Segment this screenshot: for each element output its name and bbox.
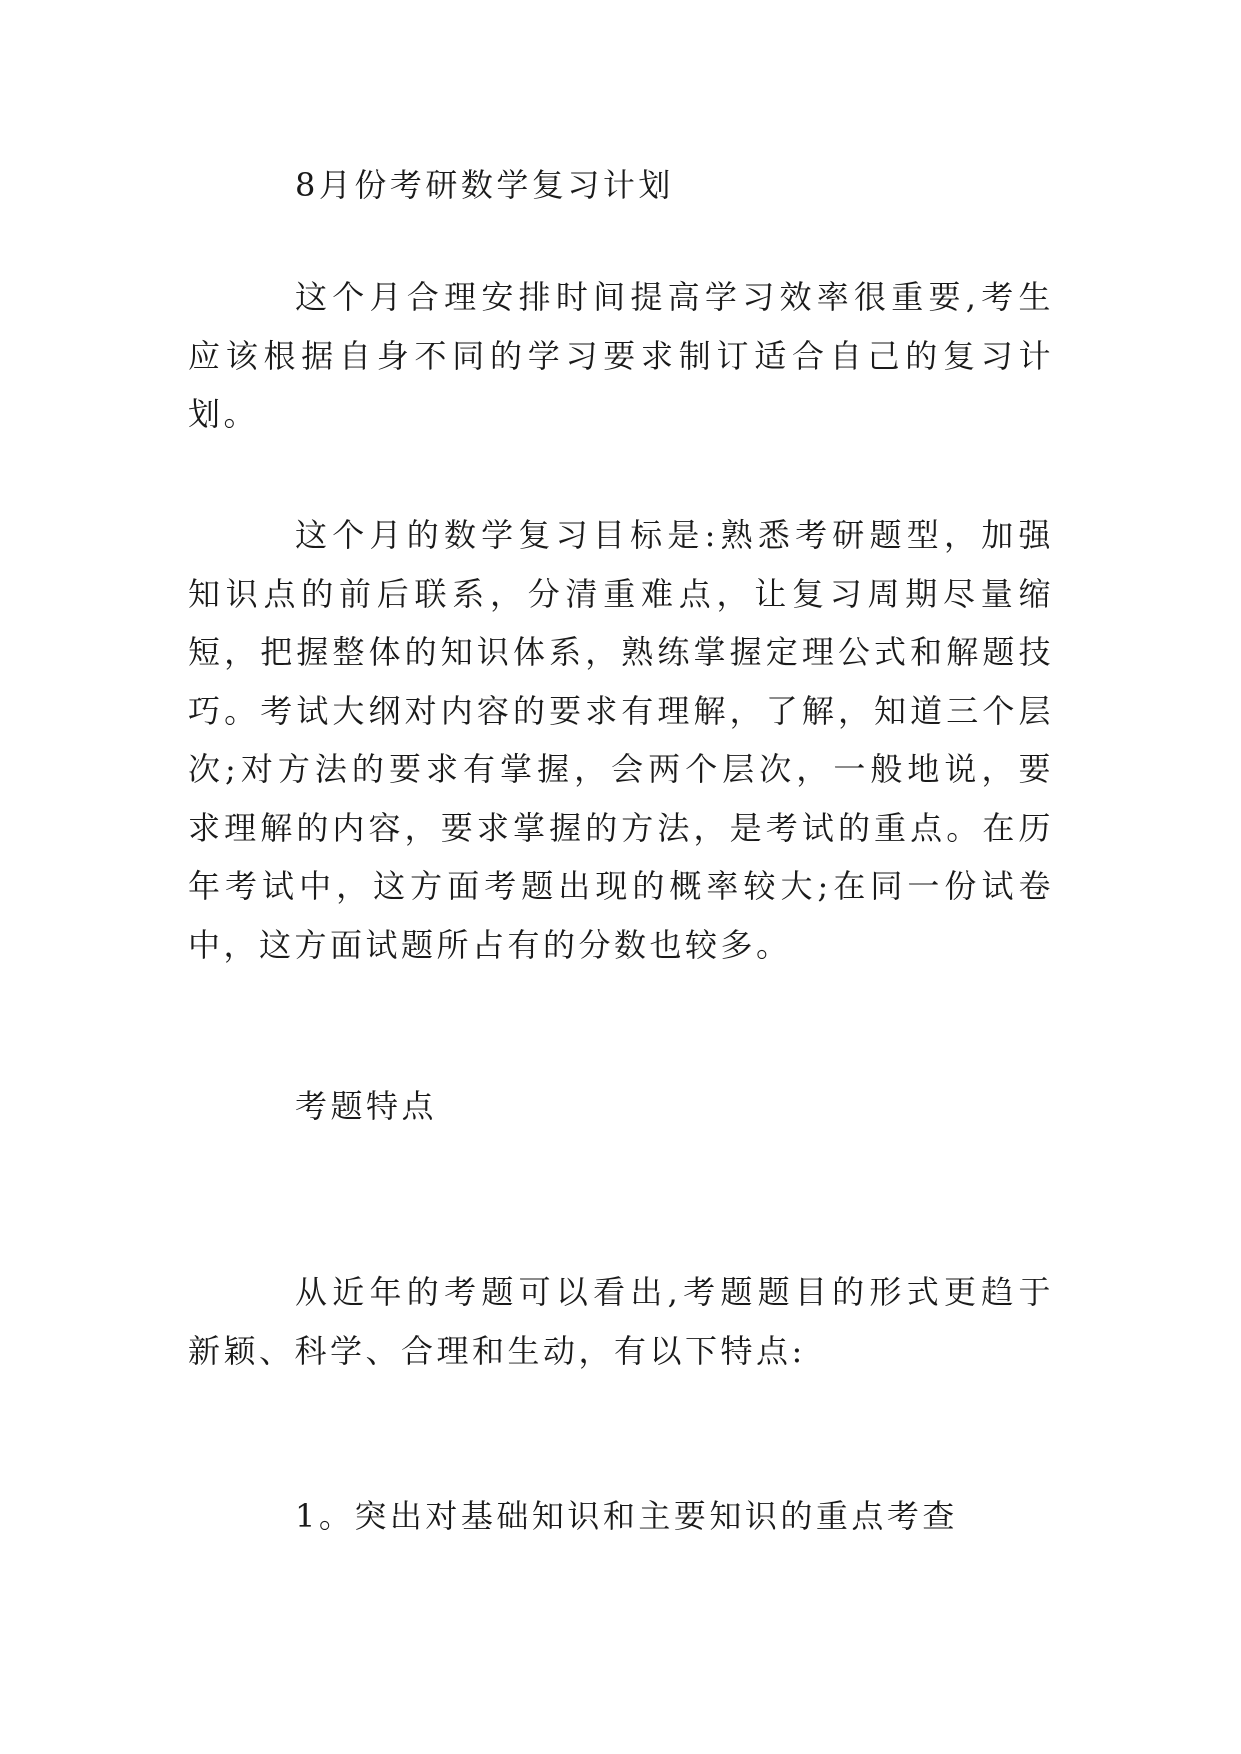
list-item: 1。突出对基础知识和主要知识的重点考查: [295, 1497, 958, 1535]
document-title: 8月份考研数学复习计划: [295, 166, 674, 204]
section-heading: 考题特点: [295, 1087, 438, 1125]
features-paragraph: 从近年的考题可以看出,考题题目的形式更趋于新颖、科学、合理和生动，有以下特点:: [188, 1273, 1054, 1370]
intro-paragraph: 这个月合理安排时间提高学习效率很重要,考生应该根据自身不同的学习要求制订适合自己的复习计划。: [188, 278, 1054, 433]
goal-paragraph: 这个月的数学复习目标是:熟悉考研题型，加强知识点的前后联系，分清重难点，让复习周期尽量缩短，把握整体的知识体系，熟练掌握定理公式和解题技巧。考试大纲对内容的要求有理解，了解，知道三个层次;对方法的要求有掌握，会两个层次，一般地说，要求理解的内容，要求掌握的方法，是考试的重点。在历年考试中，这方面考题出现的概率较大;在同一份试卷中，这方面试题所占有的分数也较多。: [188, 516, 1054, 964]
